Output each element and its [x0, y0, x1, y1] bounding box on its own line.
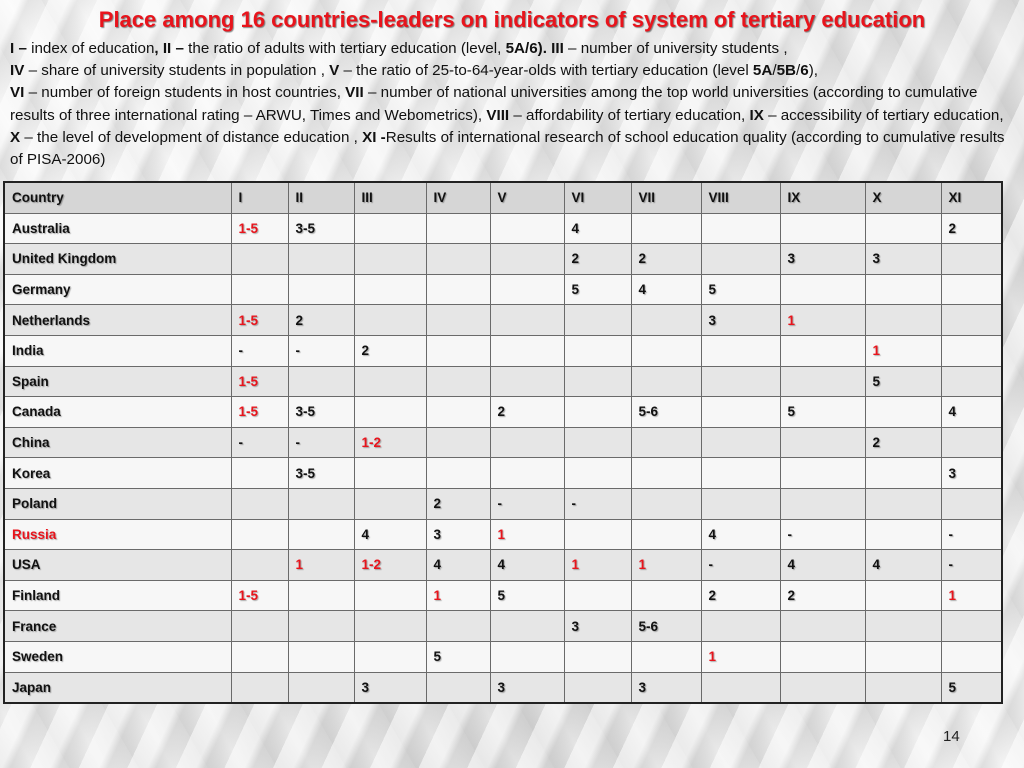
- rank-cell: 2: [288, 305, 354, 336]
- rank-cell: 3: [941, 458, 1002, 489]
- legend-code-vi: VI: [10, 84, 25, 102]
- rank-cell: [490, 244, 564, 275]
- rank-cell: 1: [780, 305, 865, 336]
- table-row: [4, 274, 1002, 305]
- rank-cell: 3-5: [288, 397, 354, 428]
- rank-cell: 4: [701, 519, 780, 550]
- rank-cell: [490, 335, 564, 366]
- rank-cell: [631, 580, 701, 611]
- rankings-table: [3, 181, 1003, 704]
- column-header-ix: IX: [780, 182, 865, 213]
- rank-cell: [564, 641, 631, 672]
- table-row: [4, 672, 1002, 703]
- page-number: 14: [943, 728, 960, 745]
- rank-cell: [490, 213, 564, 244]
- legend-code-x: X: [10, 128, 21, 146]
- rank-cell: [231, 672, 288, 703]
- rank-cell: [231, 244, 288, 275]
- rank-cell: [865, 305, 941, 336]
- rank-cell: -: [941, 519, 1002, 550]
- rank-cell: [231, 641, 288, 672]
- rank-cell: [288, 366, 354, 397]
- legend-text-ix: – accessibility of tertiary education,: [763, 106, 1004, 124]
- legend-level-v-1: 5A: [752, 62, 773, 80]
- rank-cell: [865, 672, 941, 703]
- country-cell: Germany: [4, 274, 231, 305]
- rank-cell: 2: [701, 580, 780, 611]
- rank-cell: 3: [865, 244, 941, 275]
- legend-code-v: V: [329, 62, 340, 80]
- rank-cell: [701, 213, 780, 244]
- legend-code-ix: IX: [749, 106, 764, 124]
- rank-cell: [426, 427, 490, 458]
- rank-cell: [490, 641, 564, 672]
- column-header-viii: VIII: [701, 182, 780, 213]
- rank-cell: [354, 397, 426, 428]
- rank-cell: [780, 458, 865, 489]
- country-cell: Australia: [4, 213, 231, 244]
- country-cell: Spain: [4, 366, 231, 397]
- rank-cell: 4: [865, 550, 941, 581]
- rank-cell: [865, 274, 941, 305]
- rank-cell: 3: [426, 519, 490, 550]
- rank-cell: 1: [865, 335, 941, 366]
- rank-cell: 4: [941, 397, 1002, 428]
- rank-cell: [865, 580, 941, 611]
- rank-cell: -: [780, 519, 865, 550]
- rank-cell: [701, 244, 780, 275]
- legend-level-v-2: 5B: [776, 62, 796, 80]
- rank-cell: [701, 335, 780, 366]
- rank-cell: 2: [780, 580, 865, 611]
- rank-cell: [426, 274, 490, 305]
- rank-cell: [564, 366, 631, 397]
- table-row: [4, 458, 1002, 489]
- rank-cell: 4: [780, 550, 865, 581]
- rank-cell: [941, 611, 1002, 642]
- rank-cell: [701, 611, 780, 642]
- rank-cell: 1: [701, 641, 780, 672]
- rank-cell: [564, 580, 631, 611]
- rank-cell: [941, 427, 1002, 458]
- table-row: [4, 244, 1002, 275]
- rank-cell: [941, 274, 1002, 305]
- table-header-row: [4, 182, 1002, 213]
- rank-cell: [426, 244, 490, 275]
- rank-cell: [564, 672, 631, 703]
- rank-cell: [231, 519, 288, 550]
- rank-cell: [564, 458, 631, 489]
- rank-cell: [288, 519, 354, 550]
- rank-cell: 2: [490, 397, 564, 428]
- table-row: [4, 519, 1002, 550]
- rank-cell: [288, 488, 354, 519]
- rank-cell: 3: [354, 672, 426, 703]
- rank-cell: [564, 519, 631, 550]
- country-cell: Japan: [4, 672, 231, 703]
- rank-cell: 4: [564, 213, 631, 244]
- country-cell: Sweden: [4, 641, 231, 672]
- table-row: [4, 488, 1002, 519]
- legend-code-i: I –: [10, 40, 27, 57]
- rank-cell: 2: [564, 244, 631, 275]
- rank-cell: [631, 427, 701, 458]
- rank-cell: [231, 458, 288, 489]
- rank-cell: 4: [426, 550, 490, 581]
- rank-cell: [426, 305, 490, 336]
- rank-cell: [780, 611, 865, 642]
- rank-cell: [701, 458, 780, 489]
- rank-cell: [288, 611, 354, 642]
- rank-cell: [288, 580, 354, 611]
- rank-cell: [941, 335, 1002, 366]
- table-row: [4, 427, 1002, 458]
- legend-code-viii: VIII: [486, 106, 510, 124]
- rank-cell: [941, 488, 1002, 519]
- rank-cell: -: [231, 427, 288, 458]
- rank-cell: 3-5: [288, 458, 354, 489]
- rank-cell: 1: [426, 580, 490, 611]
- rank-cell: [701, 366, 780, 397]
- column-header-vi: VI: [564, 182, 631, 213]
- rank-cell: [426, 335, 490, 366]
- rank-cell: 5: [426, 641, 490, 672]
- rank-cell: [631, 519, 701, 550]
- rank-cell: [231, 274, 288, 305]
- rank-cell: [780, 335, 865, 366]
- rank-cell: 4: [490, 550, 564, 581]
- rank-cell: [941, 366, 1002, 397]
- rank-cell: -: [564, 488, 631, 519]
- rank-cell: 2: [941, 213, 1002, 244]
- rank-cell: [354, 488, 426, 519]
- rank-cell: [354, 458, 426, 489]
- rank-cell: [354, 611, 426, 642]
- rank-cell: [231, 550, 288, 581]
- country-cell: United Kingdom: [4, 244, 231, 275]
- column-header-xi: XI: [941, 182, 1002, 213]
- rank-cell: 3: [701, 305, 780, 336]
- rank-cell: [865, 397, 941, 428]
- rank-cell: [564, 427, 631, 458]
- rank-cell: 5: [865, 366, 941, 397]
- legend-text-vi: – number of foreign students in host countries,: [24, 84, 346, 102]
- rank-cell: [490, 366, 564, 397]
- rank-cell: -: [288, 427, 354, 458]
- rank-cell: [631, 335, 701, 366]
- rank-cell: [564, 397, 631, 428]
- country-cell: Netherlands: [4, 305, 231, 336]
- rank-cell: 1-5: [231, 305, 288, 336]
- column-header-iii: III: [354, 182, 426, 213]
- rank-cell: [780, 488, 865, 519]
- rank-cell: 4: [354, 519, 426, 550]
- table-row: [4, 366, 1002, 397]
- rank-cell: [631, 458, 701, 489]
- legend-code-xi: XI -: [362, 128, 386, 146]
- column-header-i: I: [231, 182, 288, 213]
- rank-cell: [426, 213, 490, 244]
- legend-text-x: – the level of development of distance education ,: [20, 128, 363, 146]
- rank-cell: 1: [564, 550, 631, 581]
- rank-cell: [631, 488, 701, 519]
- rank-cell: [631, 213, 701, 244]
- rank-cell: -: [231, 335, 288, 366]
- slide-title: Place among 16 countries-leaders on indicators of system of tertiary education: [98, 7, 926, 32]
- rank-cell: [780, 366, 865, 397]
- country-cell: Canada: [4, 397, 231, 428]
- rank-cell: [354, 641, 426, 672]
- rank-cell: [490, 458, 564, 489]
- country-cell: Poland: [4, 488, 231, 519]
- rank-cell: 1-5: [231, 397, 288, 428]
- rank-cell: [865, 458, 941, 489]
- column-header-v: V: [490, 182, 564, 213]
- rank-cell: 3: [564, 611, 631, 642]
- rank-cell: [288, 672, 354, 703]
- rank-cell: 1-2: [354, 550, 426, 581]
- rank-cell: [426, 458, 490, 489]
- legend-text-i: index of education: [26, 40, 155, 57]
- rank-cell: [490, 305, 564, 336]
- rank-cell: -: [288, 335, 354, 366]
- rank-cell: [354, 274, 426, 305]
- table-row: [4, 550, 1002, 581]
- table-row: [4, 335, 1002, 366]
- rank-cell: -: [490, 488, 564, 519]
- country-cell: Korea: [4, 458, 231, 489]
- column-header-ii: II: [288, 182, 354, 213]
- rank-cell: 1-2: [354, 427, 426, 458]
- table-row: [4, 397, 1002, 428]
- rank-cell: -: [941, 550, 1002, 581]
- country-cell: India: [4, 335, 231, 366]
- rank-cell: 3: [490, 672, 564, 703]
- column-header-x: X: [865, 182, 941, 213]
- table-body: [4, 213, 1002, 703]
- table-row: [4, 580, 1002, 611]
- column-header-country: Country: [4, 182, 231, 213]
- rank-cell: 4: [631, 274, 701, 305]
- rank-cell: [231, 611, 288, 642]
- rank-cell: [426, 397, 490, 428]
- rank-cell: 1: [631, 550, 701, 581]
- rank-cell: 3: [631, 672, 701, 703]
- rank-cell: 3-5: [288, 213, 354, 244]
- rank-cell: [490, 274, 564, 305]
- rank-cell: [941, 305, 1002, 336]
- rank-cell: [564, 305, 631, 336]
- rank-cell: [288, 274, 354, 305]
- rank-cell: [288, 641, 354, 672]
- rank-cell: [631, 305, 701, 336]
- rank-cell: 1: [941, 580, 1002, 611]
- legend-text-iii: – number of university students ,: [563, 40, 788, 57]
- legend-level-v-3: 6: [800, 62, 809, 80]
- legend-code-vii: VII: [345, 84, 364, 102]
- rank-cell: [865, 488, 941, 519]
- legend-level-v-sep-2: /: [796, 62, 801, 80]
- rank-cell: [865, 519, 941, 550]
- rank-cell: 2: [354, 335, 426, 366]
- indicator-legend: [10, 38, 1014, 171]
- rank-cell: 5: [490, 580, 564, 611]
- rank-cell: 2: [865, 427, 941, 458]
- table-row: [4, 213, 1002, 244]
- rank-cell: [490, 611, 564, 642]
- legend-level-ii: 5A/6).: [505, 40, 547, 57]
- country-cell: China: [4, 427, 231, 458]
- table-row: [4, 611, 1002, 642]
- legend-code-ii: , II –: [154, 40, 184, 57]
- rank-cell: [354, 213, 426, 244]
- legend-text-viii: – affordability of tertiary education,: [509, 106, 750, 124]
- rank-cell: [865, 641, 941, 672]
- column-header-vii: VII: [631, 182, 701, 213]
- legend-code-iii: III: [546, 40, 564, 57]
- rank-cell: [780, 427, 865, 458]
- rank-cell: [865, 611, 941, 642]
- rank-cell: 1-5: [231, 213, 288, 244]
- rank-cell: [288, 244, 354, 275]
- rank-cell: [490, 427, 564, 458]
- legend-text-vii: – number of national universities among the top world universities (according to cumulative results of three international rating – ARWU, Times and Webometrics),: [10, 84, 978, 124]
- legend-text-v-end: ),: [808, 62, 818, 80]
- rank-cell: [701, 397, 780, 428]
- legend-code-iv: IV: [10, 62, 25, 80]
- column-header-iv: IV: [426, 182, 490, 213]
- rank-cell: [564, 335, 631, 366]
- rank-cell: 5: [701, 274, 780, 305]
- rank-cell: 2: [426, 488, 490, 519]
- rank-cell: [426, 672, 490, 703]
- table-row: [4, 641, 1002, 672]
- rank-cell: [426, 366, 490, 397]
- legend-text-iv: – share of university students in population ,: [24, 62, 330, 80]
- rank-cell: [780, 672, 865, 703]
- rank-cell: [780, 274, 865, 305]
- country-cell: USA: [4, 550, 231, 581]
- rank-cell: [631, 641, 701, 672]
- legend-level-v-sep: /: [772, 62, 777, 80]
- rank-cell: 5: [564, 274, 631, 305]
- rank-cell: [354, 580, 426, 611]
- rank-cell: [941, 641, 1002, 672]
- rank-cell: 1-5: [231, 580, 288, 611]
- legend-text-v: – the ratio of 25-to-64-year-olds with tertiary education (level: [339, 62, 753, 80]
- rank-cell: [354, 305, 426, 336]
- rank-cell: [354, 244, 426, 275]
- rank-cell: 5: [941, 672, 1002, 703]
- rank-cell: [631, 366, 701, 397]
- rank-cell: [941, 244, 1002, 275]
- rank-cell: 5-6: [631, 397, 701, 428]
- rank-cell: [701, 672, 780, 703]
- rank-cell: [701, 488, 780, 519]
- rank-cell: [780, 641, 865, 672]
- rank-cell: [780, 213, 865, 244]
- rank-cell: 1: [288, 550, 354, 581]
- rank-cell: [426, 611, 490, 642]
- rank-cell: 3: [780, 244, 865, 275]
- rank-cell: 1: [490, 519, 564, 550]
- rank-cell: [701, 427, 780, 458]
- table-row: [4, 305, 1002, 336]
- rank-cell: -: [701, 550, 780, 581]
- rank-cell: [354, 366, 426, 397]
- rank-cell: 5: [780, 397, 865, 428]
- legend-text-ii: the ratio of adults with tertiary education (level,: [183, 40, 506, 57]
- rank-cell: 1-5: [231, 366, 288, 397]
- rank-cell: 5-6: [631, 611, 701, 642]
- country-cell: Finland: [4, 580, 231, 611]
- country-cell: Russia: [4, 519, 231, 550]
- country-cell: France: [4, 611, 231, 642]
- legend-text-xi: Results of international research of school education quality (according to cumulative results of PISA-2006): [10, 128, 1005, 169]
- rank-cell: [231, 488, 288, 519]
- rank-cell: 2: [631, 244, 701, 275]
- rank-cell: [865, 213, 941, 244]
